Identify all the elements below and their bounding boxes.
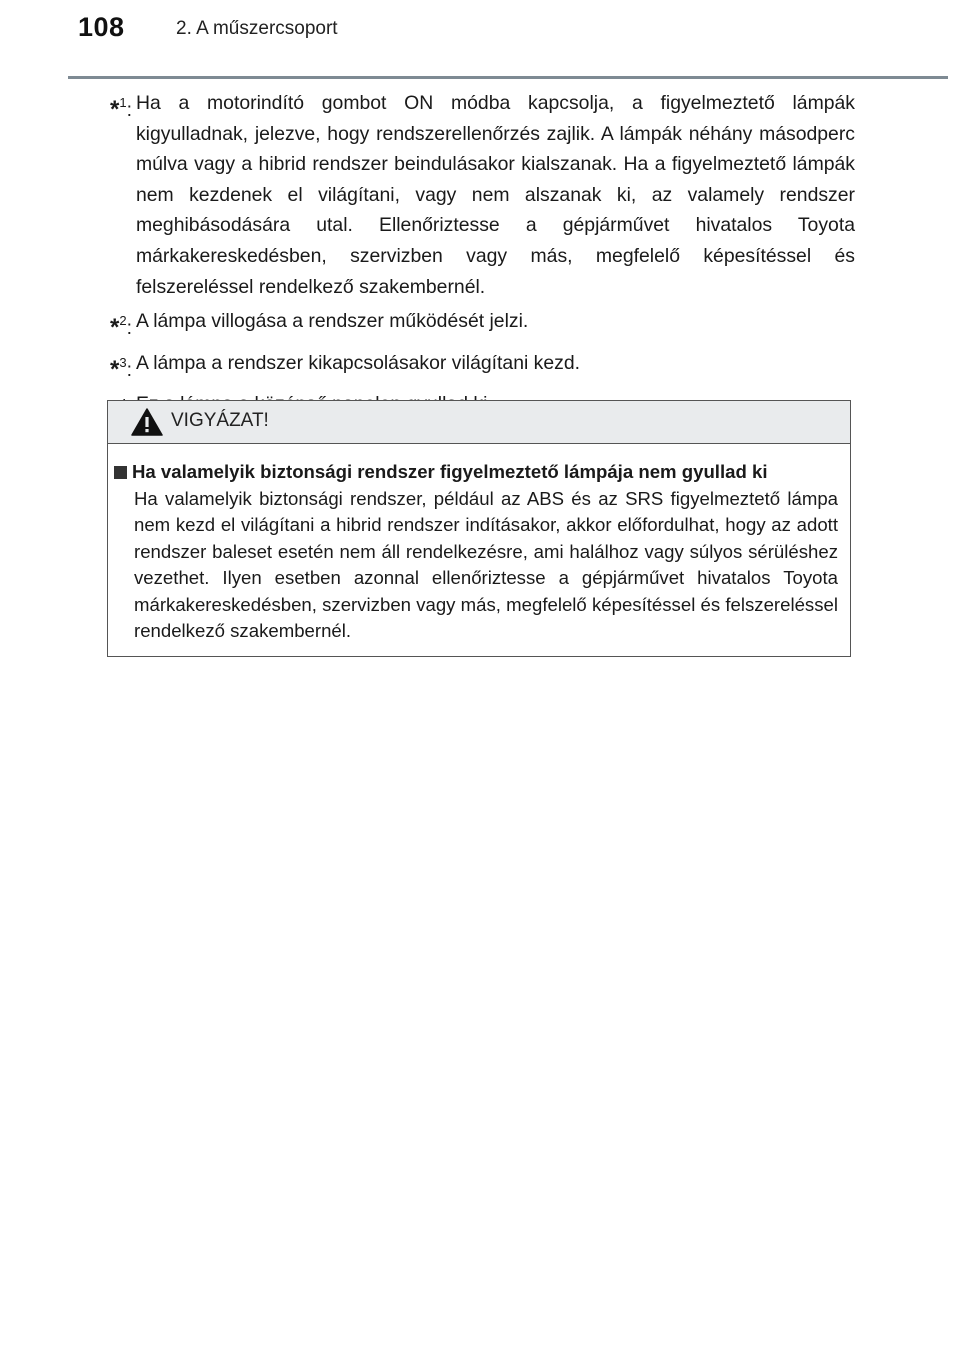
- caution-body: [108, 444, 850, 644]
- footnote-item: [110, 88, 855, 302]
- footnote-text: Ha a motorindító gombot ON módba kapcsolja, a figyelmeztető lámpák kigyulladnak, jelezve, hogy rendszerellenőrzés zajlik. A lámpák néhány másodperc múlva vagy a hibrid rendszer beindulásakor kialszanak. Ha a figyelmeztető lámpák nem kezdenek el világítani, vagy nem alszanak ki, az valamely rendszer meghibásodására utal. Ellenőriztesse a gépjárművet hivatalos Toyota márkakereskedésben, szervizben vagy más, megfelelő képesítéssel és felszereléssel rendelkező szakembernél.: [135, 92, 855, 298]
- footnote-item: [110, 306, 855, 344]
- square-bullet-icon: [114, 466, 127, 479]
- header-divider: [68, 76, 948, 79]
- caution-text: Ha valamelyik biztonsági rendszer, például az ABS és az SRS figyelmeztető lámpa nem kezd el világítani a hibrid rendszer indításakor, akkor előfordulhat, hogy az adott rendszer baleset esetén nem áll rendelkezésre, ami halálhoz vagy súlyos sérüléshez vezethet. Ilyen esetben azonnal ellenőriztesse a gépjárművet hivatalos Toyota márkakereskedésben, szervizben vagy más, megfelelő képesítéssel és felszereléssel rendelkező szakembernél.: [134, 488, 838, 642]
- footnote-marker: *$^1$:: [110, 95, 132, 123]
- caution-title: VIGYÁZAT!: [171, 410, 269, 431]
- section-title: 2. A műszercsoport: [176, 18, 338, 39]
- caution-heading: [114, 458, 838, 486]
- footnote-text: A lámpa a rendszer kikapcsolásakor világítani kezd.: [135, 351, 581, 374]
- footnote-marker: *$^3$:: [110, 354, 132, 383]
- page-number: 108: [78, 12, 125, 42]
- footnote-marker: *$^2$:: [110, 313, 132, 342]
- footnote-text: A lámpa villogása a rendszer működését jelzi.: [135, 310, 529, 333]
- warning-triangle-icon: [131, 408, 163, 436]
- footnote-list: [110, 88, 855, 431]
- caution-header: [108, 401, 850, 444]
- caution-box: [107, 400, 851, 657]
- caution-heading-text: Ha valamelyik biztonsági rendszer figyelmeztető lámpája nem gyullad ki: [132, 461, 768, 482]
- footnote-item: [110, 348, 855, 386]
